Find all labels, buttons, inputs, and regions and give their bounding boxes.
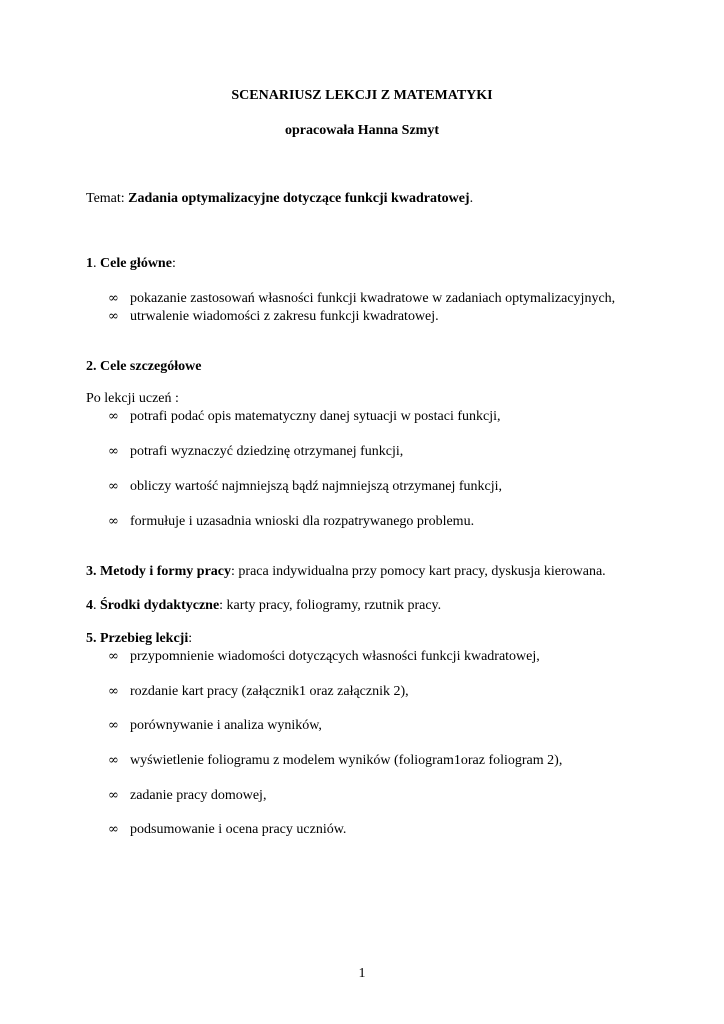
infinity-bullet-icon: ∞	[108, 291, 119, 306]
section-4-line	[86, 597, 441, 614]
section-5-title: 5. Przebieg lekcji	[86, 631, 189, 646]
list-item	[0, 308, 724, 325]
section-5-heading	[86, 630, 192, 647]
list-item-text: zadanie pracy domowej,	[130, 788, 267, 803]
list-item	[0, 787, 724, 804]
document-author: opracowała Hanna Szmyt	[285, 123, 439, 138]
list-item-text: wyświetlenie foliogramu z modelem wyników (foliogram1oraz foliogram 2),	[130, 753, 563, 768]
list-item-text: pokazanie zastosowań własności funkcji kwadratowe w zadaniach optymalizacyjnych,	[130, 291, 616, 306]
section-1-heading	[86, 255, 176, 272]
list-item-text: obliczy wartość najmniejszą bądź najmniejszą otrzymanej funkcji,	[130, 479, 503, 494]
topic-end: .	[469, 191, 474, 206]
section-4-number: 4	[86, 598, 93, 613]
topic-label: Temat:	[86, 191, 129, 206]
infinity-bullet-icon: ∞	[108, 444, 119, 459]
page-number: 1	[358, 966, 366, 981]
infinity-bullet-icon: ∞	[108, 479, 119, 494]
infinity-bullet-icon: ∞	[108, 309, 119, 324]
section-1-sep: .	[93, 256, 100, 271]
list-item-text: porównywanie i analiza wyników,	[130, 718, 322, 733]
infinity-bullet-icon: ∞	[108, 718, 119, 733]
list-item	[0, 478, 724, 495]
topic-value: Zadania optymalizacyjne dotyczące funkcji kwadratowej	[128, 191, 470, 206]
list-item	[0, 752, 724, 769]
list-item-text: potrafi podać opis matematyczny danej sytuacji w postaci funkcji,	[130, 409, 501, 424]
list-item	[0, 408, 724, 425]
infinity-bullet-icon: ∞	[108, 514, 119, 529]
section-2-intro: Po lekcji uczeń :	[86, 391, 179, 406]
section-4-text: : karty pracy, foliogramy, rzutnik pracy.	[219, 598, 442, 613]
section-3-text: : praca indywidualna przy pomocy kart pracy, dyskusja kierowana.	[231, 564, 606, 579]
section-3-title: 3. Metody i formy pracy	[86, 564, 232, 579]
list-item	[0, 717, 724, 734]
document-title: SCENARIUSZ LEKCJI Z MATEMATYKI	[231, 88, 493, 103]
infinity-bullet-icon: ∞	[108, 788, 119, 803]
list-item	[0, 443, 724, 460]
infinity-bullet-icon: ∞	[108, 649, 119, 664]
list-item	[0, 648, 724, 665]
list-item-text: rozdanie kart pracy (załącznik1 oraz załącznik 2),	[130, 684, 409, 699]
list-item-text: przypomnienie wiadomości dotyczących własności funkcji kwadratowej,	[130, 649, 540, 664]
list-item	[0, 821, 724, 838]
section-4-title: Środki dydaktyczne	[100, 598, 220, 613]
section-1-colon: :	[171, 256, 176, 271]
section-5-colon: :	[188, 631, 193, 646]
section-2-title: 2. Cele szczegółowe	[86, 359, 202, 374]
list-item-text: podsumowanie i ocena pracy uczniów.	[130, 822, 347, 837]
list-item	[0, 290, 724, 307]
section-3-line	[86, 563, 606, 580]
section-1-number: 1	[86, 256, 93, 271]
infinity-bullet-icon: ∞	[108, 684, 119, 699]
list-item-text: formułuje i uzasadnia wnioski dla rozpatrywanego problemu.	[130, 514, 475, 529]
infinity-bullet-icon: ∞	[108, 822, 119, 837]
list-item-text: potrafi wyznaczyć dziedzinę otrzymanej funkcji,	[130, 444, 404, 459]
infinity-bullet-icon: ∞	[108, 753, 119, 768]
list-item	[0, 513, 724, 530]
infinity-bullet-icon: ∞	[108, 409, 119, 424]
list-item	[0, 683, 724, 700]
list-item-text: utrwalenie wiadomości z zakresu funkcji kwadratowej.	[130, 309, 439, 324]
section-4-sep: .	[93, 598, 100, 613]
section-1-title: Cele główne	[100, 256, 172, 271]
topic-line	[86, 190, 473, 207]
